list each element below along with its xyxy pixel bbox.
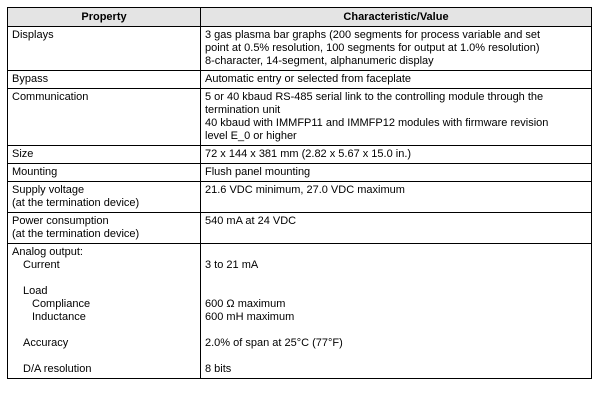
da-resolution-value: 8 bits [205, 363, 232, 375]
value-line: 3 gas plasma bar graphs (200 segments for process variable and set [205, 29, 541, 41]
table-row [8, 244, 592, 379]
value-line: point at 0.5% resolution, 100 segments for output at 1.0% resolution) [205, 42, 540, 54]
value-line: 40 kbaud with IMMFP11 and IMMFP12 modules with firmware revision [205, 117, 549, 129]
property-line: (at the termination device) [12, 228, 140, 240]
property-cell: Communication [8, 89, 201, 146]
table-row [8, 27, 592, 71]
spacer [205, 272, 587, 285]
value-cell: 540 mA at 24 VDC [201, 213, 592, 244]
property-line: Supply voltage [12, 184, 85, 196]
table-row [8, 213, 592, 244]
spacer [12, 272, 196, 285]
table-row [8, 182, 592, 213]
value-line: termination unit [205, 104, 281, 116]
spacer [205, 324, 587, 337]
property-line: Power consumption [12, 215, 109, 227]
accuracy-value: 2.0% of span at 25°C (77°F) [205, 337, 343, 349]
property-cell [8, 182, 201, 213]
spacer [205, 350, 587, 363]
table-header-row [8, 8, 592, 27]
current-label: Current [23, 259, 60, 271]
da-resolution-label: D/A resolution [23, 363, 92, 375]
property-cell: Mounting [8, 164, 201, 182]
property-cell: Bypass [8, 71, 201, 89]
load-label: Load [23, 285, 48, 297]
analog-output-heading: Analog output: [12, 246, 83, 258]
value-cell [201, 244, 592, 379]
property-cell: Displays [8, 27, 201, 71]
spacer [205, 285, 587, 298]
spacer [205, 246, 587, 259]
property-cell [8, 244, 201, 379]
current-value: 3 to 21 mA [205, 259, 259, 271]
table-row [8, 71, 592, 89]
accuracy-label: Accuracy [23, 337, 69, 349]
value-cell [201, 27, 592, 71]
table-row [8, 89, 592, 146]
spacer [12, 350, 196, 363]
table-row [8, 146, 592, 164]
compliance-label: Compliance [32, 298, 91, 310]
value-line: 5 or 40 kbaud RS-485 serial link to the controlling module through the [205, 91, 544, 103]
value-line: 8-character, 14-segment, alphanumeric display [205, 55, 434, 67]
header-property: Property [8, 8, 201, 27]
value-line: level E_0 or higher [205, 130, 297, 142]
property-cell [8, 213, 201, 244]
property-line: (at the termination device) [12, 197, 140, 209]
value-cell: 72 x 144 x 381 mm (2.82 x 5.67 x 15.0 in.) [201, 146, 592, 164]
inductance-label: Inductance [32, 311, 86, 323]
spacer [12, 324, 196, 337]
value-cell: Flush panel mounting [201, 164, 592, 182]
table-row [8, 164, 592, 182]
inductance-value: 600 mH maximum [205, 311, 295, 323]
specification-sheet [7, 7, 591, 379]
value-cell [201, 89, 592, 146]
property-cell: Size [8, 146, 201, 164]
value-cell: Automatic entry or selected from faceplate [201, 71, 592, 89]
value-cell: 21.6 VDC minimum, 27.0 VDC maximum [201, 182, 592, 213]
specification-table [7, 7, 592, 379]
header-value: Characteristic/Value [201, 8, 592, 27]
compliance-value: 600 Ω maximum [205, 298, 286, 310]
